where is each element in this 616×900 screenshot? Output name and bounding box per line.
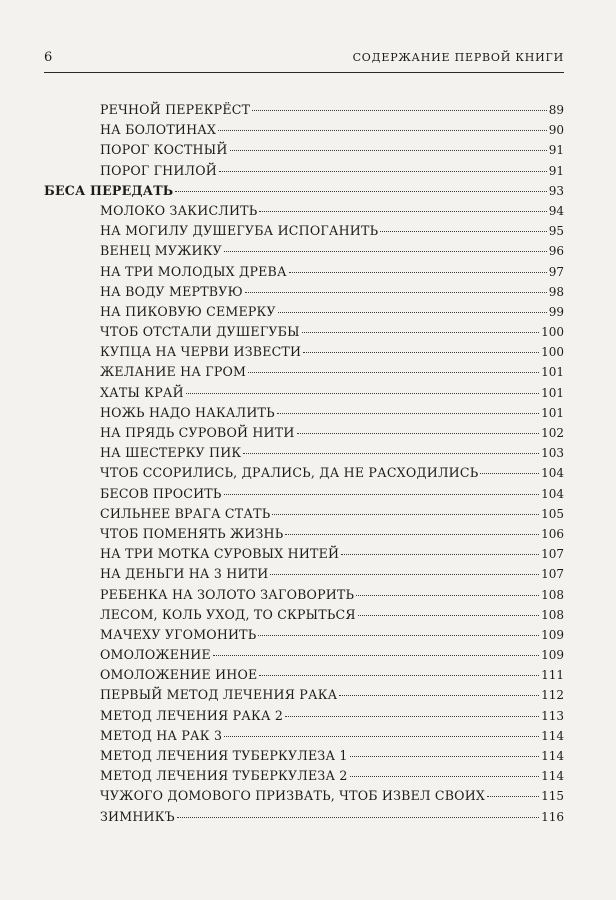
toc-entry-title: РЕБЕНКА НА ЗОЛОТО ЗАГОВОРИТЬ <box>100 586 355 602</box>
toc-entry-page: 114 <box>541 749 564 763</box>
toc-dot-leader <box>219 171 547 172</box>
toc-entry-page: 108 <box>541 587 564 602</box>
toc-entry-title: НА БОЛОТИНАХ <box>100 122 217 138</box>
toc-entry-title: ЛЕСОМ, КОЛЬ УХОД, ТО СКРЫТЬСЯ <box>100 606 356 622</box>
toc-dot-leader <box>186 393 539 394</box>
toc-entry-title: КУПЦА НА ЧЕРВИ ИЗВЕСТИ <box>100 344 302 360</box>
toc-dot-leader <box>487 796 539 797</box>
toc-entry <box>44 100 564 120</box>
toc-entry-page: 109 <box>541 627 564 642</box>
toc-dot-leader <box>380 231 546 232</box>
toc-entry-title: БЕСА ПЕРЕДАТЬ <box>44 182 174 198</box>
toc-dot-leader <box>224 251 547 252</box>
toc-entry <box>44 120 564 140</box>
toc-entry-title: ЖЕЛАНИЕ НА ГРОМ <box>100 364 247 380</box>
toc-entry-page: 108 <box>541 607 564 622</box>
toc-entry-title: НА ПИКОВУЮ СЕМЕРКУ <box>100 303 276 319</box>
toc-entry-title: НА МОГИЛУ ДУШЕГУБА ИСПОГАНИТЬ <box>100 223 379 239</box>
toc-entry-page: 107 <box>541 567 564 582</box>
toc-dot-leader <box>341 554 539 555</box>
toc-entry <box>44 746 564 766</box>
toc-entry-title: МОЛОКО ЗАКИСЛИТЬ <box>100 202 258 218</box>
toc-entry-page: 102 <box>541 426 564 440</box>
toc-entry-title: МЕТОД ЛЕЧЕНИЯ ТУБЕРКУЛЕЗА 1 <box>100 748 348 763</box>
toc-entry <box>44 383 564 403</box>
page-header <box>44 50 564 70</box>
toc-dot-leader <box>285 716 539 717</box>
toc-entry-title: НОЖЬ НАДО НАКАЛИТЬ <box>100 404 275 420</box>
toc-entry <box>44 665 564 685</box>
toc-dot-leader <box>350 756 539 757</box>
toc-entry-title: МАЧЕХУ УГОМОНИТЬ <box>100 626 257 642</box>
toc-entry <box>44 282 564 302</box>
toc-dot-leader <box>285 534 539 535</box>
toc-entry-page: 105 <box>541 506 564 521</box>
toc-entry-page: 96 <box>548 244 564 259</box>
toc-entry-page: 115 <box>541 789 564 804</box>
toc-entry-page: 100 <box>541 325 564 340</box>
table-of-contents <box>44 100 564 827</box>
toc-dot-leader <box>177 817 539 818</box>
toc-entry <box>44 807 564 827</box>
toc-entry-title: ЧУЖОГО ДОМОВОГО ПРИЗВАТЬ, ЧТОБ ИЗВЕЛ СВОИХ <box>100 788 486 804</box>
toc-dot-leader <box>224 736 539 737</box>
toc-entry-page: 91 <box>548 143 564 158</box>
toc-entry-page: 97 <box>548 264 564 279</box>
toc-entry-page: 114 <box>541 769 564 784</box>
toc-entry <box>44 625 564 645</box>
toc-entry <box>44 403 564 423</box>
toc-entry <box>44 241 564 261</box>
toc-dot-leader <box>277 413 539 414</box>
toc-dot-leader <box>258 635 539 636</box>
toc-entry-page: 91 <box>548 163 564 178</box>
toc-entry-page: 101 <box>541 365 564 380</box>
toc-entry-page: 114 <box>541 728 564 743</box>
toc-entry-title: ЧТОБ ССОРИЛИСЬ, ДРАЛИСЬ, ДА НЕ РАСХОДИЛИСЬ <box>100 465 479 481</box>
running-title: СОДЕРЖАНИЕ ПЕРВОЙ КНИГИ <box>352 51 564 64</box>
toc-dot-leader <box>358 615 539 616</box>
toc-dot-leader <box>272 514 539 515</box>
toc-dot-leader <box>213 655 539 656</box>
toc-dot-leader <box>218 130 547 131</box>
toc-dot-leader <box>175 191 546 192</box>
toc-entry-title: НА ТРИ МОТКА СУРОВЫХ НИТЕЙ <box>100 546 340 562</box>
toc-entry-page: 107 <box>541 547 564 562</box>
toc-entry <box>44 645 564 665</box>
toc-entry-page: 89 <box>548 103 564 117</box>
toc-entry-page: 113 <box>541 708 564 723</box>
page-number: 6 <box>44 50 53 65</box>
toc-dot-leader <box>297 433 540 434</box>
toc-entry <box>44 685 564 705</box>
toc-dot-leader <box>248 372 539 373</box>
toc-entry <box>44 140 564 160</box>
toc-entry <box>44 161 564 181</box>
toc-entry <box>44 221 564 241</box>
toc-entry-page: 106 <box>541 526 564 541</box>
toc-entry-title: ХАТЫ КРАЙ <box>100 384 184 400</box>
toc-entry <box>44 786 564 806</box>
toc-entry-title: НА ТРИ МОЛОДЫХ ДРЕВА <box>100 263 287 279</box>
toc-entry-title: БЕСОВ ПРОСИТЬ <box>100 485 222 501</box>
toc-entry <box>44 585 564 605</box>
toc-dot-leader <box>350 776 539 777</box>
toc-entry <box>44 564 564 584</box>
toc-dot-leader <box>278 312 547 313</box>
toc-entry-page: 104 <box>541 466 564 481</box>
toc-entry <box>44 605 564 625</box>
toc-entry-title: ПЕРВЫЙ МЕТОД ЛЕЧЕНИЯ РАКА <box>100 687 338 703</box>
toc-entry-title: НА ПРЯДЬ СУРОВОЙ НИТИ <box>100 425 295 440</box>
toc-dot-leader <box>356 595 539 596</box>
toc-entry-page: 111 <box>541 668 564 683</box>
toc-entry <box>44 463 564 483</box>
toc-entry-page: 98 <box>548 284 564 299</box>
toc-dot-leader <box>270 574 539 575</box>
toc-entry-title: ЧТОБ ПОМЕНЯТЬ ЖИЗНЬ <box>100 525 284 541</box>
toc-entry-title: СИЛЬНЕЕ ВРАГА СТАТЬ <box>100 505 271 521</box>
toc-entry <box>44 524 564 544</box>
toc-entry <box>44 484 564 504</box>
toc-dot-leader <box>302 332 539 333</box>
toc-entry <box>44 302 564 322</box>
toc-entry-page: 104 <box>541 486 564 501</box>
toc-entry-title: МЕТОД НА РАК 3 <box>100 727 223 743</box>
toc-entry-title: ПОРОГ ГНИЛОЙ <box>100 162 217 178</box>
toc-entry <box>44 362 564 382</box>
toc-dot-leader <box>252 110 547 111</box>
toc-entry-page: 101 <box>541 385 564 400</box>
toc-dot-leader <box>243 453 539 454</box>
toc-entry-page: 103 <box>541 446 564 461</box>
toc-entry-page: 109 <box>541 648 564 663</box>
toc-entry-page: 90 <box>548 123 564 138</box>
toc-entry-title: ЧТОБ ОТСТАЛИ ДУШЕГУБЫ <box>100 324 300 340</box>
toc-entry-title: НА ШЕСТЕРКУ ПИК <box>100 445 242 461</box>
toc-entry-page: 100 <box>541 345 564 360</box>
toc-entry-page: 95 <box>548 224 564 239</box>
toc-dot-leader <box>289 272 547 273</box>
toc-entry-title: МЕТОД ЛЕЧЕНИЯ ТУБЕРКУЛЕЗА 2 <box>100 768 348 784</box>
toc-dot-leader <box>303 352 539 353</box>
toc-entry-title: МЕТОД ЛЕЧЕНИЯ РАКА 2 <box>100 707 284 723</box>
toc-entry-title: ПОРОГ КОСТНЫЙ <box>100 142 228 158</box>
toc-entry <box>44 342 564 362</box>
toc-entry <box>44 504 564 524</box>
toc-entry <box>44 262 564 282</box>
toc-section-entry <box>44 181 564 201</box>
toc-entry <box>44 423 564 443</box>
toc-dot-leader <box>259 675 539 676</box>
toc-entry-page: 101 <box>541 405 564 420</box>
toc-entry <box>44 726 564 746</box>
toc-entry-title: ВЕНЕЦ МУЖИКУ <box>100 243 222 259</box>
toc-entry <box>44 766 564 786</box>
toc-entry <box>44 544 564 564</box>
toc-entry-title: НА ДЕНЬГИ НА 3 НИТИ <box>100 566 269 582</box>
toc-entry-page: 116 <box>541 809 564 824</box>
toc-dot-leader <box>230 150 547 151</box>
toc-dot-leader <box>480 473 539 474</box>
header-rule <box>44 72 564 73</box>
toc-entry <box>44 706 564 726</box>
toc-entry <box>44 201 564 221</box>
toc-entry <box>44 322 564 342</box>
toc-entry-title: ЗИМНИКЪ <box>100 808 175 824</box>
toc-dot-leader <box>224 494 540 495</box>
toc-entry-page: 99 <box>548 304 564 319</box>
toc-entry-page: 112 <box>541 688 564 703</box>
toc-dot-leader <box>339 695 539 696</box>
toc-entry-title: НА ВОДУ МЕРТВУЮ <box>100 283 243 299</box>
toc-entry-page: 93 <box>548 183 564 198</box>
toc-entry-page: 94 <box>548 203 564 218</box>
toc-entry <box>44 443 564 463</box>
toc-entry-title: РЕЧНОЙ ПЕРЕКРЁСТ <box>100 102 251 117</box>
toc-entry-title: ОМОЛОЖЕНИЕ <box>100 647 211 663</box>
toc-dot-leader <box>245 292 547 293</box>
toc-dot-leader <box>259 211 546 212</box>
toc-entry-title: ОМОЛОЖЕНИЕ ИНОЕ <box>100 667 258 683</box>
